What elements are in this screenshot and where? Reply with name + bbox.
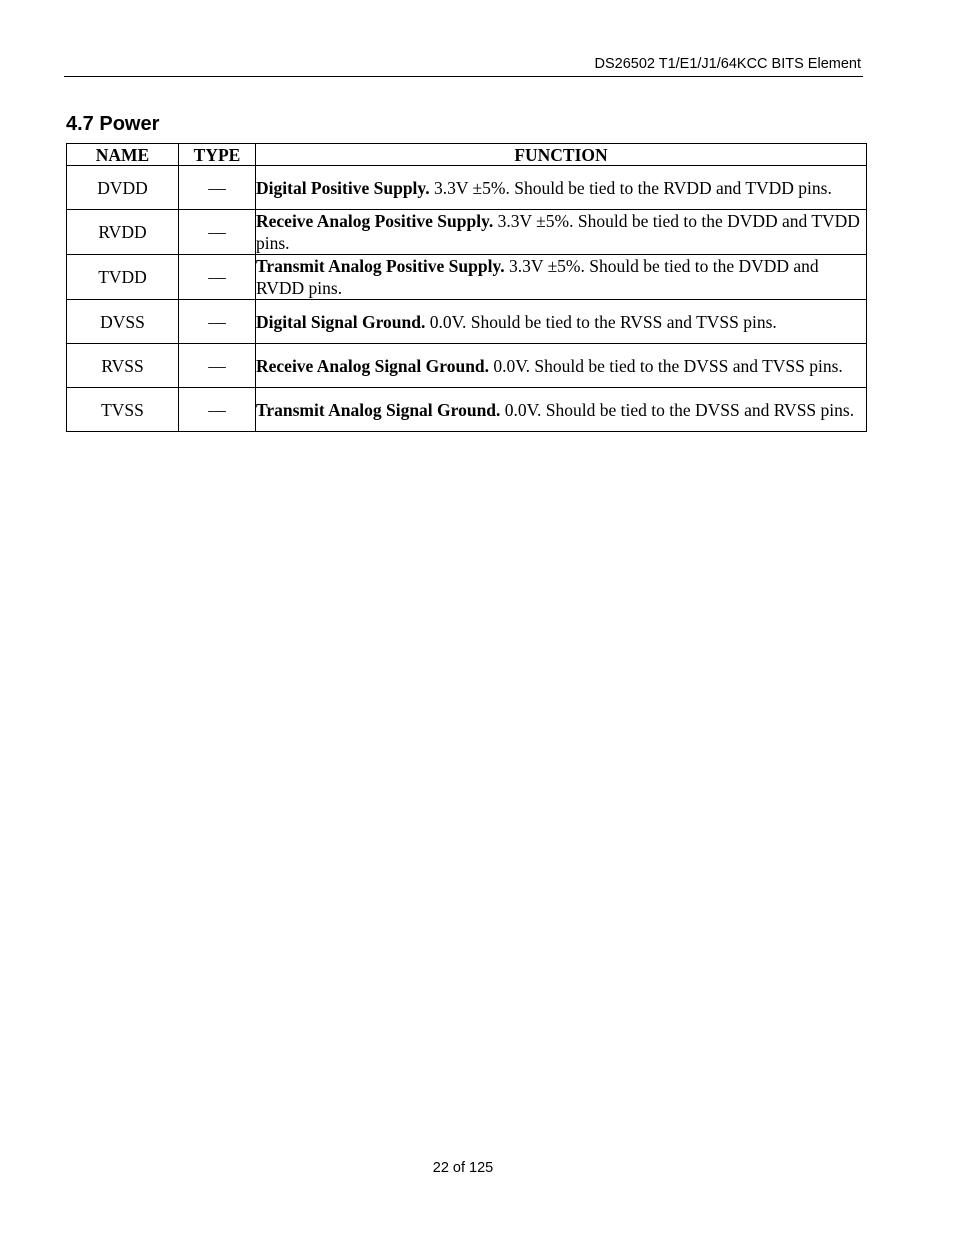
function-title: Transmit Analog Positive Supply.	[256, 256, 505, 276]
table-row	[67, 388, 867, 432]
table-header-row	[67, 144, 867, 166]
pin-type-cell: —	[179, 388, 256, 432]
table-row	[67, 344, 867, 388]
function-description: 0.0V. Should be tied to the RVSS and TVSS pins.	[425, 311, 777, 332]
function-title: Digital Positive Supply.	[256, 177, 430, 198]
pin-type-cell: —	[179, 166, 256, 210]
pin-name-cell: RVDD	[67, 210, 179, 255]
function-title: Receive Analog Signal Ground.	[256, 355, 490, 376]
pin-function-cell	[256, 300, 867, 344]
function-description: 0.0V. Should be tied to the DVSS and TVSS pins.	[489, 355, 843, 376]
pin-function-cell	[256, 344, 867, 388]
function-description: 0.0V. Should be tied to the DVSS and RVSS pins.	[500, 399, 855, 420]
function-title: Digital Signal Ground.	[256, 311, 426, 332]
column-header-function: FUNCTION	[256, 144, 867, 166]
pin-name-cell: RVSS	[67, 344, 179, 388]
function-description: 3.3V ±5%. Should be tied to the RVDD and TVDD pins.	[429, 177, 832, 198]
pin-name-cell: DVSS	[67, 300, 179, 344]
table-row	[67, 300, 867, 344]
pin-name-cell: DVDD	[67, 166, 179, 210]
function-title: Transmit Analog Signal Ground.	[256, 399, 501, 420]
pin-type-cell: —	[179, 210, 256, 255]
table-row	[67, 210, 867, 255]
function-title: Receive Analog Positive Supply.	[256, 211, 494, 231]
section-title: 4.7 Power	[66, 113, 160, 135]
document-header-title: DS26502 T1/E1/J1/64KCC BITS Element	[594, 56, 861, 72]
pin-type-cell: —	[179, 344, 256, 388]
pin-function-cell	[256, 388, 867, 432]
function-description: 3.3V ±5%. Should be tied to the DVDD and TVDD pins.	[256, 211, 860, 253]
function-description: 3.3V ±5%. Should be tied to the DVDD and RVDD pins.	[256, 256, 819, 298]
pin-function-cell	[256, 255, 867, 300]
page-number: 22 of 125	[432, 1160, 494, 1176]
pin-name-cell: TVDD	[67, 255, 179, 300]
pin-type-cell: —	[179, 300, 256, 344]
table-row	[67, 166, 867, 210]
pin-name-cell: TVSS	[67, 388, 179, 432]
table-row	[67, 255, 867, 300]
pin-function-cell	[256, 210, 867, 255]
column-header-name: NAME	[67, 144, 179, 166]
pin-function-cell	[256, 166, 867, 210]
column-header-type: TYPE	[179, 144, 256, 166]
pin-type-cell: —	[179, 255, 256, 300]
power-pin-table	[66, 143, 867, 432]
header-divider	[64, 76, 863, 77]
